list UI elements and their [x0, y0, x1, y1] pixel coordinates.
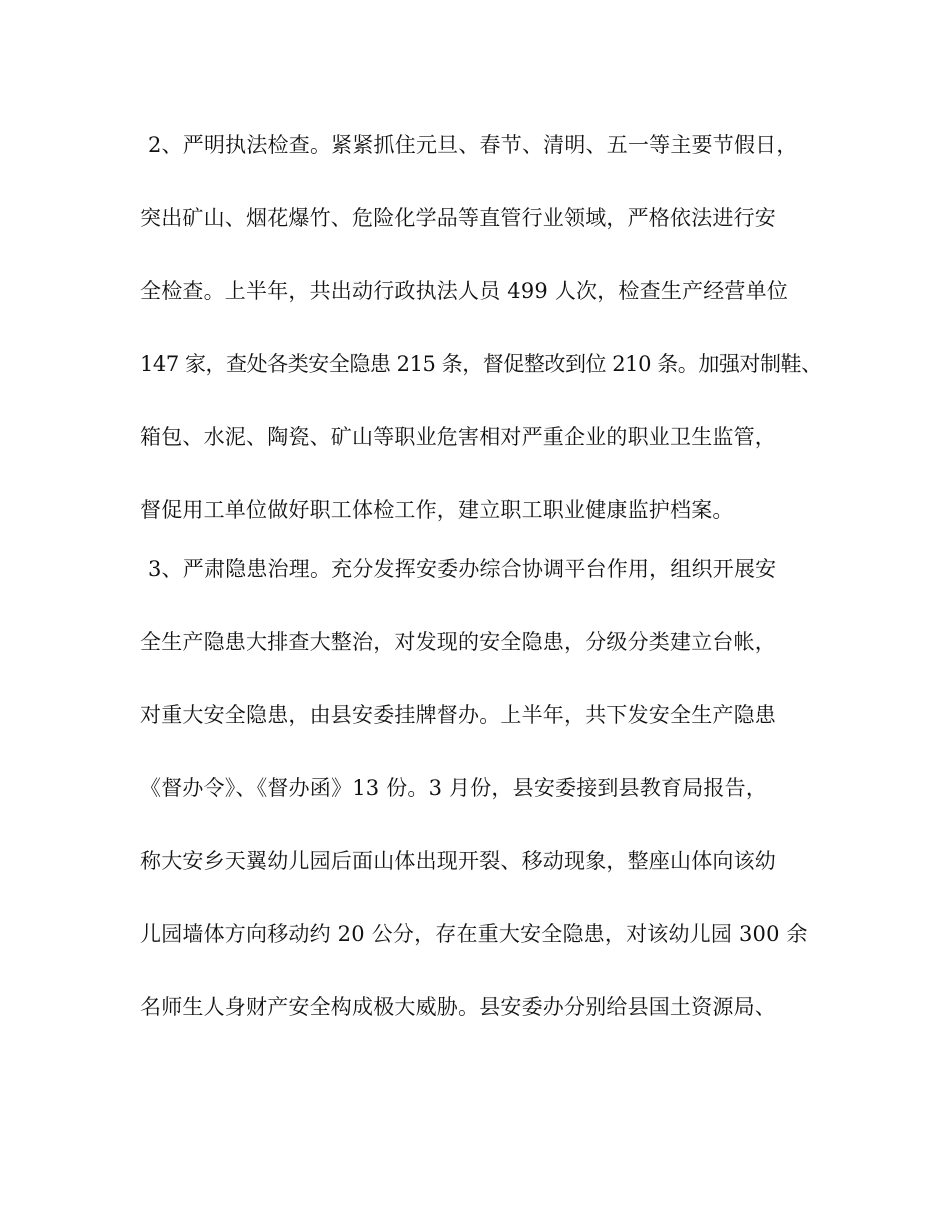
paragraph-3-line-6: 儿园墙体方向移动约 20 公分，存在重大安全隐患，对该幼儿园 300 余 [140, 922, 808, 946]
paragraph-3-line-1: 3、严肃隐患治理。充分发挥安委办综合协调平台作用，组织开展安 [148, 557, 777, 581]
paragraph-2-line-5: 箱包、水泥、陶瓷、矿山等职业危害相对严重企业的职业卫生监管， [140, 425, 776, 449]
paragraph-3-line-4: 《督办令》、《督办函》13 份。3 月份，县安委接到县教育局报告， [140, 776, 768, 800]
paragraph-3-line-5: 称大安乡天翼幼儿园后面山体出现开裂、移动现象，整座山体向该幼 [140, 849, 776, 873]
paragraph-2-line-6: 督促用工单位做好职工体检工作，建立职工职业健康监护档案。 [140, 498, 734, 522]
paragraph-3-line-3: 对重大安全隐患，由县安委挂牌督办。上半年，共下发安全生产隐患 [140, 703, 776, 727]
paragraph-2-line-2: 突出矿山、烟花爆竹、危险化学品等直管行业领域，严格依法进行安 [140, 206, 776, 230]
paragraph-2-line-1: 2、严明执法检查。紧紧抓住元旦、春节、清明、五一等主要节假日， [148, 133, 798, 157]
paragraph-2-line-3: 全检查。上半年，共出动行政执法人员 499 人次，检查生产经营单位 [140, 279, 789, 303]
paragraph-3-line-7: 名师生人身财产安全构成极大威胁。县安委办分别给县国土资源局、 [140, 995, 776, 1019]
paragraph-2-line-4: 147 家，查处各类安全隐患 215 条，督促整改到位 210 条。加强对制鞋、 [140, 352, 822, 376]
paragraph-3-line-2: 全生产隐患大排查大整治，对发现的安全隐患，分级分类建立台帐， [140, 630, 776, 654]
